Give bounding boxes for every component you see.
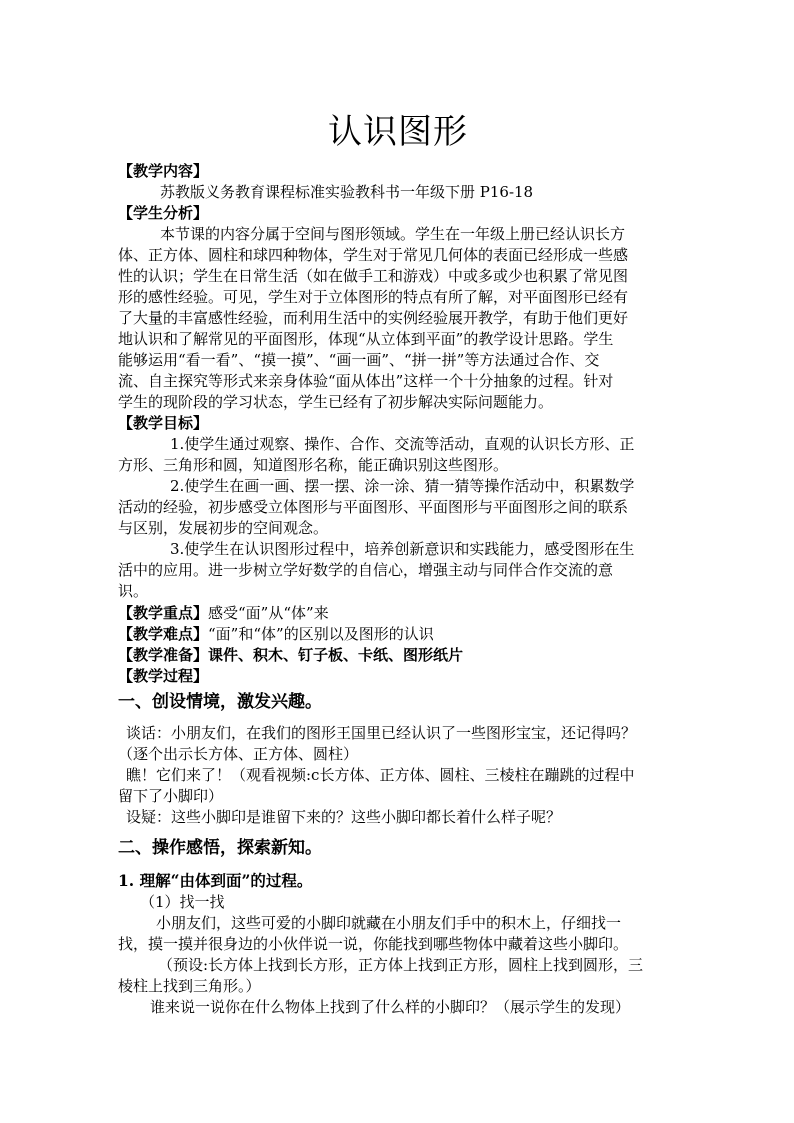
part1-line: 瞧！它们来了！（观看视频:c长方体、正方体、圆柱、三棱柱在蹦跳的过程中 [126, 766, 635, 784]
part2-subheading: 1. 理解“由体到面”的过程。 [118, 871, 313, 890]
part2-line: 小朋友们，这些可爱的小脚印就藏在小朋友们手中的积木上，仔细找一 [156, 914, 622, 932]
heading-goals: 【教学目标】 [118, 414, 209, 432]
part2-step: （1）找一找 [140, 893, 225, 911]
part2-line: 找，摸一摸并很身边的小伙伴说一说，你能找到哪些物体中藏着这些小脚印。 [118, 935, 629, 953]
analysis-line: 形的感性经验。可见，学生对于立体图形的特点有所了解，对平面图形已经有 [118, 288, 629, 306]
analysis-line: 了大量的丰富感性经验，而利用生活中的实例经验展开教学，有助于他们更好 [118, 309, 629, 327]
heading-key-point: 【教学重点】 [118, 604, 209, 622]
goal-line: 识。 [118, 582, 149, 600]
difficulty-text: “面”和“体”的区别以及图形的认识 [208, 625, 434, 643]
analysis-line: 学生的现阶段的学习状态，学生已经有了初步解决实际问题能力。 [118, 393, 554, 411]
heading-analysis: 【学生分析】 [118, 204, 209, 222]
analysis-line: 体、正方体、圆柱和球四种物体，学生对于常见几何体的表面已经形成一些感 [118, 246, 629, 264]
preparation-row [118, 645, 678, 666]
part2-heading: 二、操作感悟，探索新知。 [118, 838, 322, 858]
goal-line: 方形、三角形和圆，知道图形名称，能正确识别这些图形。 [118, 456, 509, 474]
heading-preparation: 【教学准备】 [118, 646, 209, 664]
goal-line: 活动的经验，初步感受立体图形与平面图形、平面图形与平面图形之间的联系 [118, 498, 629, 516]
key-point-row [118, 603, 678, 624]
difficulty-row [118, 624, 678, 645]
part2-line: 棱柱上找到三角形。） [118, 977, 261, 995]
heading-difficulty: 【教学难点】 [118, 625, 209, 643]
analysis-line: 性的认识；学生在日常生活（如在做手工和游戏）中或多或少也积累了常见图 [118, 267, 629, 285]
part1-line: 设疑：这些小脚印是谁留下来的？这些小脚印都长着什么样子呢？ [126, 808, 562, 826]
analysis-line: 流、自主探究等形式来亲身体验“面从体出”这样一个十分抽象的过程。针对 [118, 372, 614, 390]
document-title: 认识图形 [328, 112, 468, 152]
heading-content: 【教学内容】 [118, 162, 209, 180]
goal-line: 3.使学生在认识图形过程中，培养创新意识和实践能力，感受图形在生 [170, 540, 635, 558]
part1-line: 谈话：小朋友们，在我们的图形王国里已经认识了一些图形宝宝，还记得吗？ [126, 724, 637, 742]
part1-line: 留下了小脚印） [118, 787, 224, 805]
content-text: 苏教版义务教育课程标准实验教科书一年级下册 P16-18 [160, 183, 534, 201]
goal-line: 与区别，发展初步的空间观念。 [118, 519, 329, 537]
part2-line: 谁来说一说你在什么物体上找到了什么样的小脚印？（展示学生的发现） [150, 998, 631, 1016]
analysis-line: 地认识和了解常见的平面图形，体现“从立体到平面”的教学设计思路。学生 [118, 330, 614, 348]
goal-line: 1.使学生通过观察、操作、合作、交流等活动，直观的认识长方形、正 [170, 435, 635, 453]
analysis-line: 能够运用“看一看”、“摸一摸”、“画一画”、“拼一拼”等方法通过合作、交 [118, 351, 600, 369]
part2-line: （预设:长方体上找到长方形，正方体上找到正方形，圆柱上找到圆形，三 [158, 956, 644, 974]
analysis-line: 本节课的内容分属于空间与图形领域。学生在一年级上册已经认识长方 [160, 225, 626, 243]
key-point-text: 感受“面”从“体”来 [208, 604, 329, 622]
heading-process: 【教学过程】 [118, 667, 209, 685]
goal-line: 2.使学生在画一画、摆一摆、涂一涂、猜一猜等操作活动中，积累数学 [170, 477, 635, 495]
preparation-text: 课件、积木、钉子板、卡纸、图形纸片 [208, 646, 464, 664]
part1-heading: 一、创设情境，激发兴趣。 [118, 692, 322, 712]
part1-line: （逐个出示长方体、正方体、圆柱） [118, 745, 359, 763]
goal-line: 活中的应用。进一步树立学好数学的自信心，增强主动与同伴合作交流的意 [118, 561, 614, 579]
